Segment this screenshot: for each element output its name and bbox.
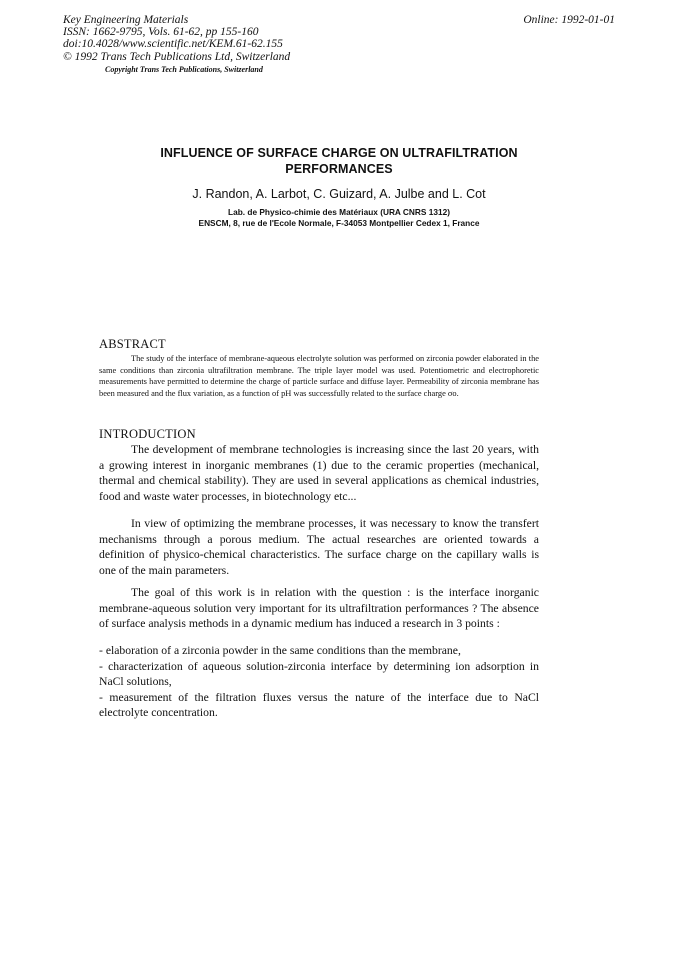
author-list: J. Randon, A. Larbot, C. Guizard, A. Julbe and L. Cot (192, 187, 486, 201)
intro-paragraph-3: The goal of this work is in relation with the question : is the interface inorganic membrane-aqueous solution very important for its ultrafiltration performances ? The absence of surface analysis methods in a dynamic medium has induced a research in 3 points : (99, 586, 539, 631)
abstract-heading: ABSTRACT (99, 337, 166, 351)
paper-title (100, 145, 578, 177)
list-item: - measurement of the filtration fluxes versus the nature of the interface due to NaCl electrolyte concentration. (99, 690, 539, 720)
copyright-line: © 1992 Trans Tech Publications Ltd, Switzerland (63, 50, 291, 63)
copyright-notice: Copyright Trans Tech Publications, Switzerland (105, 64, 263, 74)
list-item: - elaboration of a zirconia powder in the same conditions than the membrane, (99, 644, 461, 657)
publication-metadata (63, 14, 290, 76)
journal-name: Key Engineering Materials (63, 14, 189, 26)
doi-line: doi:10.4028/www.scientific.net/KEM.61-62.155 (63, 38, 283, 51)
issn-line: ISSN: 1662-9795, Vols. 61-62, pp 155-160 (63, 26, 259, 39)
affiliation-line-1: Lab. de Physico-chimie des Matériaux (URA CNRS 1312) (228, 207, 450, 217)
affiliation-line-2: ENSCM, 8, rue de l'Ecole Normale, F-34053 Montpellier Cedex 1, France (198, 217, 480, 228)
title-line-1: INFLUENCE OF SURFACE CHARGE ON ULTRAFILTRATION (160, 146, 518, 160)
affiliation (100, 207, 578, 228)
intro-paragraph-1: The development of membrane technologies is increasing since the last 20 years, with a growing interest in inorganic membranes (1) due to the ceramic properties (mechanical, thermal and chemical stability). They are used in several applications as chemical industries, food and waste water processes, in biotechnology etc... (99, 443, 539, 503)
research-points-list (99, 643, 539, 721)
introduction-heading: INTRODUCTION (99, 427, 196, 441)
title-line-2: PERFORMANCES (285, 162, 393, 176)
list-item: - characterization of aqueous solution-zirconia interface by determining ion adsorption in NaCl solutions, (99, 659, 539, 689)
intro-paragraph-2: In view of optimizing the membrane processes, it was necessary to know the transfert mechanisms through a porous medium. The actual researches are oriented towards a definition of physico-chemical characteristics. The surface charge on the capillary walls is one of the main parameters. (99, 517, 539, 577)
abstract-text: The study of the interface of membrane-aqueous electrolyte solution was performed on zirconia powder elaborated in the same conditions than zirconia ultrafiltration membrane. The triple layer model was used. Potentiometric and electrophoretic measurements have permitted to determine the charge of particle surface and diffuse layer. Permeability of zirconia membrane has been measured and the flux variation, as a function of pH was successfully related to the surface charge σo. (99, 354, 539, 398)
online-date: Online: 1992-01-01 (523, 14, 615, 26)
